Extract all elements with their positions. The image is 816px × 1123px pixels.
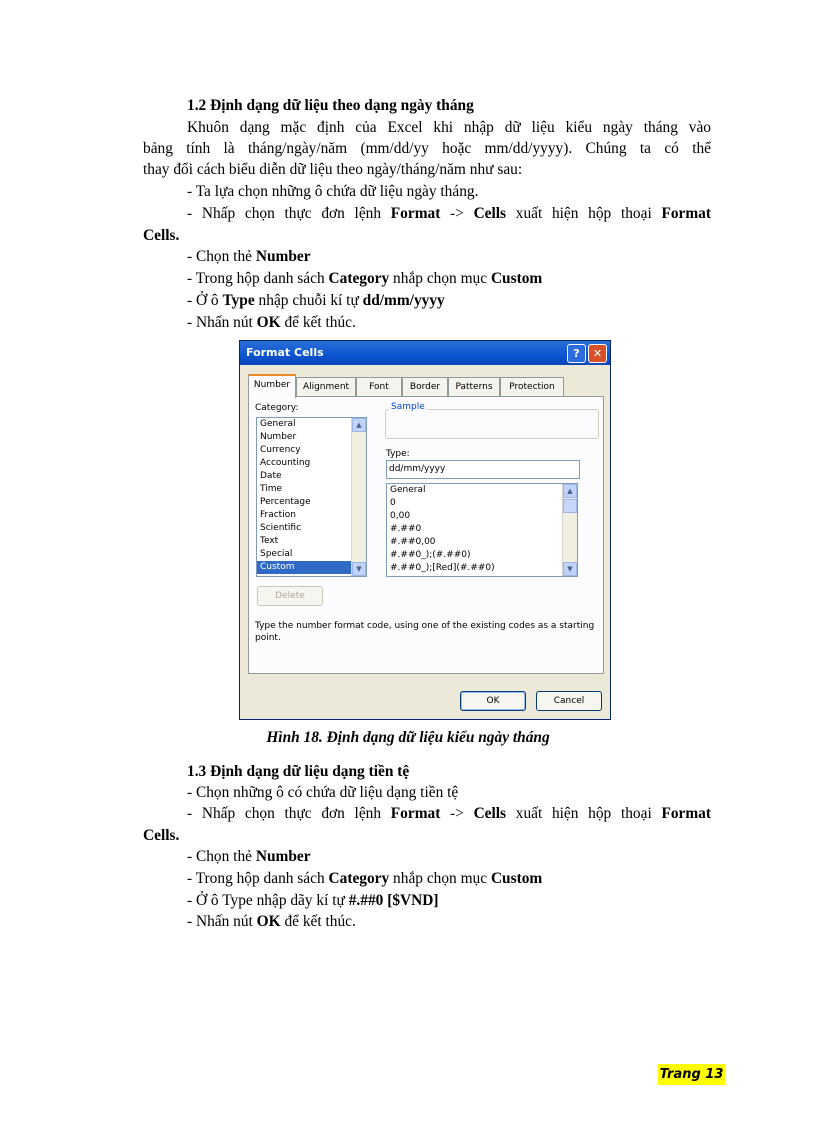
list-item-selected[interactable]: Custom [257,561,366,574]
section-heading-1-2: 1.2 Định dạng dữ liệu theo dạng ngày tháng [187,97,474,114]
ok-button[interactable]: OK [460,691,526,711]
step-item: - Ta lựa chọn những ô chứa dữ liệu ngày tháng. [187,183,479,200]
figure-caption: Hình 18. Định dạng dữ liệu kiểu ngày tháng [266,729,550,746]
cancel-button[interactable]: Cancel [536,691,602,711]
format-cells-dialog [239,340,611,720]
format-scrollbar[interactable] [562,484,577,576]
list-item[interactable]: #.##0_);[Red](#.##0) [390,563,495,573]
category-list[interactable] [256,417,367,577]
format-code-list[interactable] [386,483,578,577]
step-item: - Chọn thẻ Number [187,248,311,265]
step-item: - Trong hộp danh sách Category nhắp chọn mục Custom [187,870,543,887]
scroll-up-icon[interactable]: ▲ [563,484,577,498]
type-label: Type: [386,449,410,459]
step-item: - Nhấp chọn thực đơn lệnh Format -> Cells xuất hiện hộp thoại Format [187,205,712,222]
tab-font[interactable]: Font [356,377,402,396]
dialog-title-bar [240,341,610,365]
list-item[interactable]: Special [260,549,293,559]
list-item[interactable]: Fraction [260,510,296,520]
list-item[interactable]: #.##0 [390,524,422,534]
category-scrollbar[interactable] [351,418,366,576]
paragraph-line: Khuôn dạng mặc định của Excel khi nhập dữ liệu kiểu ngày tháng vào [187,119,711,136]
sample-label: Sample [391,402,425,412]
tab-alignment[interactable]: Alignment [296,377,356,396]
paragraph-line: thay đổi cách biểu diễn dữ liệu theo ngày/tháng/năm như sau: [143,161,523,178]
section-heading-1-3: 1.3 Định dạng dữ liệu dạng tiền tệ [187,763,410,780]
list-item[interactable]: #.##0_);(#.##0) [390,550,471,560]
tab-number[interactable]: Number [248,374,296,398]
number-tab-panel [248,396,604,674]
hint-line: point. [255,633,281,643]
scroll-down-icon[interactable]: ▼ [563,562,577,576]
list-item[interactable]: Time [260,484,283,494]
type-input[interactable]: dd/mm/yyyy [386,460,580,479]
step-item: - Nhấp chọn thực đơn lệnh Format -> Cells xuất hiện hộp thoại Format [187,805,712,822]
step-item-continuation: Cells. [143,227,180,244]
list-item[interactable]: Date [260,471,282,481]
tab-border[interactable]: Border [402,377,448,396]
page-number: Trang 13 [658,1064,725,1085]
step-item-continuation: Cells. [143,827,180,844]
tab-protection[interactable]: Protection [500,377,564,396]
step-item: - Nhấn nút OK để kết thúc. [187,913,356,930]
step-item: - Trong hộp danh sách Category nhắp chọn mục Custom [187,270,543,287]
list-item[interactable]: General [260,419,296,429]
hint-text [255,620,599,644]
list-item[interactable]: 0 [390,498,396,508]
list-item[interactable]: #.##0,00 [390,537,436,547]
step-item: - Ở ô Type nhập dãy kí tự #.##0 [$VND] [187,892,439,909]
dialog-title: Format Cells [246,346,324,359]
hint-line: Type the number format code, using one of the existing codes as a starting [255,621,595,631]
list-item[interactable]: Currency [260,445,301,455]
list-item[interactable]: Scientific [260,523,302,533]
list-item[interactable]: General [390,485,426,495]
scroll-up-icon[interactable]: ▲ [352,418,366,432]
scroll-down-icon[interactable]: ▼ [352,562,366,576]
list-item[interactable]: Number [260,432,297,442]
step-item: - Nhấn nút OK để kết thúc. [187,314,356,331]
list-item[interactable]: Percentage [260,497,311,507]
list-item[interactable]: Accounting [260,458,311,468]
tab-patterns[interactable]: Patterns [448,377,500,396]
scroll-thumb[interactable] [563,499,577,513]
sample-group [385,409,599,439]
paragraph-line: bảng tính là tháng/ngày/năm (mm/dd/yy hoặc mm/dd/yyyy). Chúng ta có thể [143,140,711,157]
category-label: Category: [255,403,299,413]
list-item[interactable]: 0,00 [390,511,411,521]
list-item[interactable]: Text [260,536,279,546]
help-icon[interactable]: ? [567,344,586,363]
step-item: - Chọn những ô có chứa dữ liệu dạng tiền tệ [187,784,459,801]
delete-button[interactable]: Delete [257,586,323,606]
step-item: - Chọn thẻ Number [187,848,311,865]
close-icon[interactable]: ✕ [588,344,607,363]
step-item: - Ở ô Type nhập chuỗi kí tự dd/mm/yyyy [187,292,445,309]
